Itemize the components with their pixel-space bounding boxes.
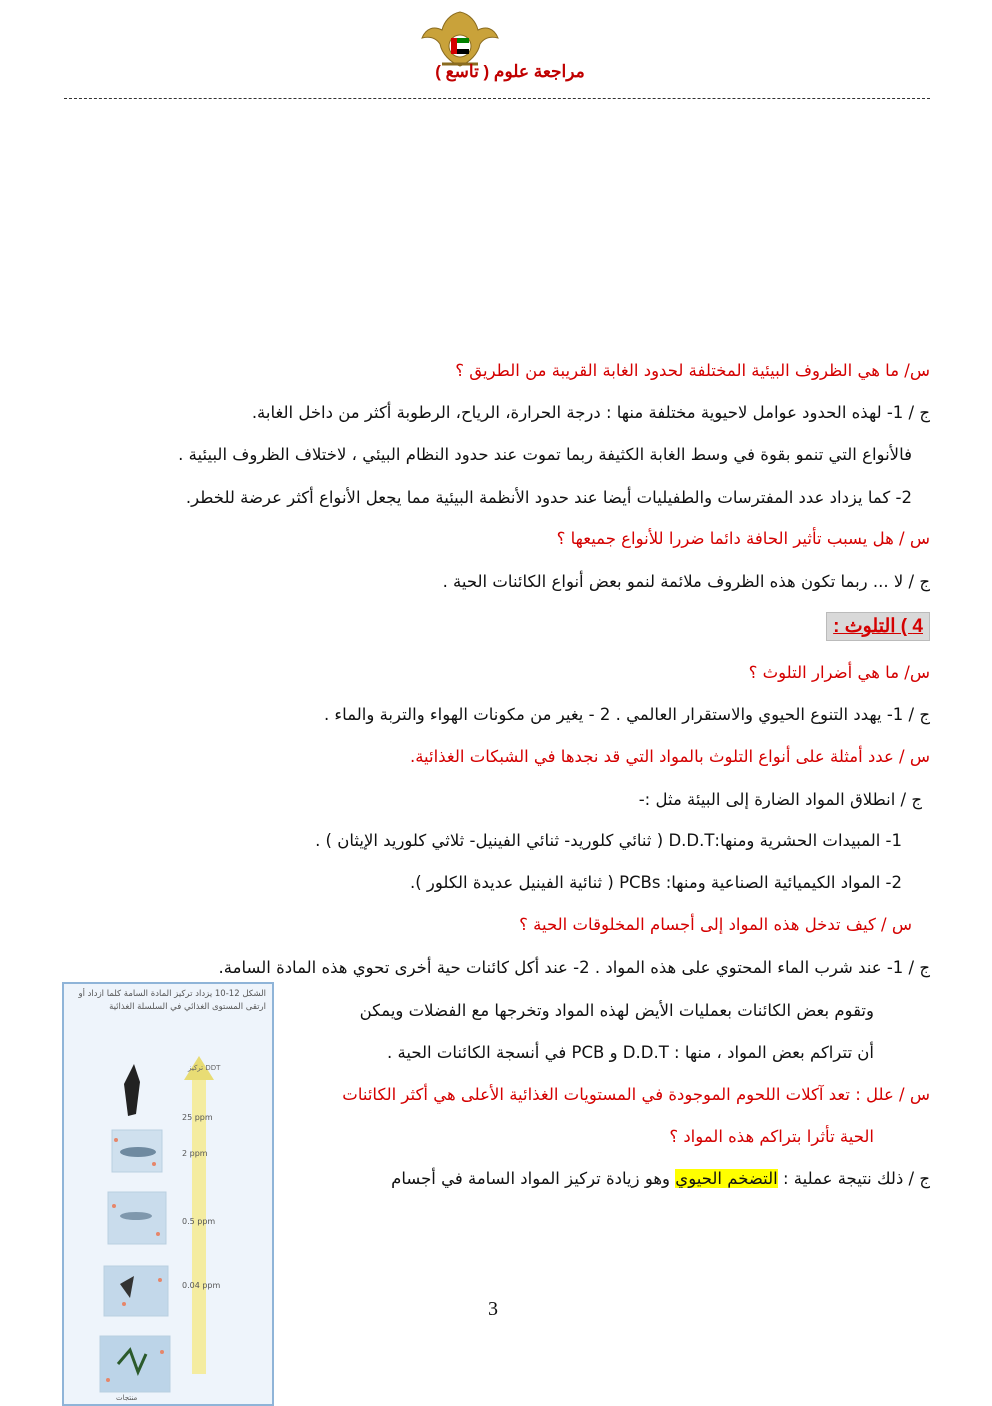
question-edge-conditions: س/ ما هي الظروف البيئية المختلفة لحدود الغابة القريبة من الطريق ؟ xyxy=(455,361,930,380)
uae-emblem-icon xyxy=(420,8,500,70)
answer-line: أن تتراكم بعض المواد ، منها : D.D.T و PCB في أنسجة الكائنات الحية . xyxy=(387,1043,874,1062)
header-divider xyxy=(64,98,930,99)
food-chain-diagram xyxy=(64,984,272,1404)
highlight-term: التضخم الحيوي xyxy=(675,1169,778,1188)
trophic-level xyxy=(100,1336,170,1402)
page-number: 3 xyxy=(488,1298,498,1320)
answer-line: فالأنواع التي تنمو بقوة في وسط الغابة الكثيفة ربما تموت عند حدود النظام البيئي ، لاختلاف الظروف البيئية . xyxy=(178,445,912,464)
answer-line: 2- كما يزداد عدد المفترسات والطفيليات أيضا عند حدود الأنظمة البيئية مما يجعل الأنواع أكثر عرضة للخطر. xyxy=(185,488,912,507)
bottom-label: منتجات xyxy=(116,1394,138,1402)
biomagnification-figure xyxy=(62,982,274,1406)
question-entry: س / كيف تدخل هذه المواد إلى أجسام المخلوقات الحية ؟ xyxy=(519,915,912,934)
section-heading-pollution: 4 ) التلوث : xyxy=(826,612,930,641)
question-continuation: الحية تأثرا بتراكم هذه المواد ؟ xyxy=(669,1127,874,1146)
page-title: مراجعة علوم ( تاسع ) xyxy=(435,62,585,81)
arrow-label: تركيز DDT xyxy=(188,1064,221,1072)
answer-line: ج / 1- يهدد التنوع الحيوي والاستقرار العالمي . 2 - يغير من مكونات الهواء والتربة والماء . xyxy=(323,705,930,724)
answer-line: ج / انطلاق المواد الضارة إلى البيئة مثل :- xyxy=(638,790,922,809)
level-value: 2 ppm xyxy=(182,1149,208,1158)
question-carnivores: س / علل : تعد آكلات اللحوم الموجودة في المستويات الغذائية الأعلى هي أكثر الكائنات xyxy=(342,1085,930,1104)
question-pollution-examples: س / عدد أمثلة على أنواع التلوث بالمواد التي قد نجدها في الشبكات الغذائية. xyxy=(409,747,930,766)
level-value: 0.5 ppm xyxy=(182,1217,216,1226)
level-value: 0.04 ppm xyxy=(182,1281,221,1290)
list-item: 1- المبيدات الحشرية ومنها:D.D.T ( ثنائي كلوريد- ثنائي الفينيل- ثلاثي كلوريد الإيثان ) . xyxy=(315,831,902,850)
list-item: 2- المواد الكيميائية الصناعية ومنها: PCBs ( ثنائية الفينيل عديدة الكلور ). xyxy=(410,873,902,892)
answer-line: ج / 1- لهذه الحدود عوامل لاحيوية مختلفة منها : درجة الحرارة، الرياح، الرطوبة أكثر من داخل الغابة. xyxy=(251,403,930,422)
answer-line: ج / لا ... ربما تكون هذه الظروف ملائمة لنمو بعض أنواع الكائنات الحية . xyxy=(442,572,930,591)
answer-line: وتقوم بعض الكائنات بعمليات الأيض لهذه المواد وتخرجها مع الفضلات ويمكن xyxy=(359,1001,874,1020)
question-pollution-harms: س/ ما هي أضرار التلوث ؟ xyxy=(748,663,930,682)
figure-caption: الشكل 12-10 يزداد تركيز المادة السامة كلما ازداد أو ارتقى المستوى الغذائي في السلسلة الغذائية xyxy=(78,989,266,1012)
level-value: 25 ppm xyxy=(182,1113,213,1122)
question-edge-effect: س / هل يسبب تأثير الحافة دائما ضررا للأنواع جميعها ؟ xyxy=(556,529,930,548)
answer-line: ج / 1- عند شرب الماء المحتوي على هذه المواد . 2- عند أكل كائنات حية أخرى تحوي هذه المادة السامة. xyxy=(218,958,930,977)
answer-biomagnification: ج / ذلك نتيجة عملية : التضخم الحيوي وهو زيادة تركيز المواد السامة في أجسام xyxy=(391,1169,930,1188)
